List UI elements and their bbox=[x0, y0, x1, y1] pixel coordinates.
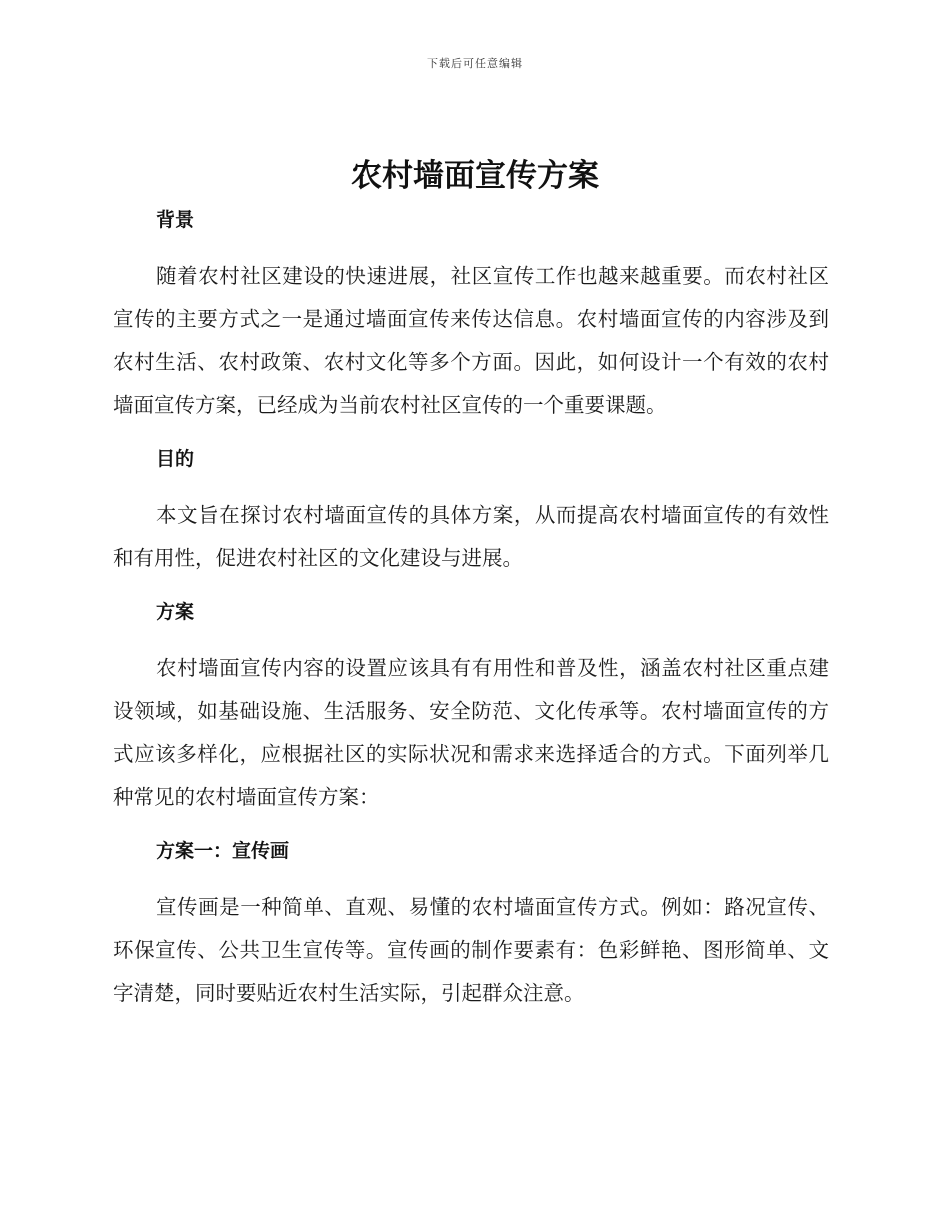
page-header-note: 下载后可任意编辑 bbox=[427, 57, 523, 70]
section-paragraph-purpose: 本文旨在探讨农村墙面宣传的具体方案，从而提高农村墙面宣传的有效性和有用性，促进农村社区的文化建设与进展。 bbox=[113, 503, 829, 570]
document-title: 农村墙面宣传方案 bbox=[351, 158, 599, 194]
section-heading-plan-one: 方案一：宣传画 bbox=[156, 840, 290, 862]
section-heading-background: 背景 bbox=[156, 209, 195, 231]
section-paragraph-plan: 农村墙面宣传内容的设置应该具有有用性和普及性，涵盖农村社区重点建设领域，如基础设施、生活服务、安全防范、文化传承等。农村墙面宣传的方式应该多样化，应根据社区的实际状况和需求来选择适合的方式。下面列举几种常见的农村墙面宣传方案： bbox=[113, 656, 829, 809]
document-body bbox=[113, 205, 829, 1015]
section-heading-plan: 方案 bbox=[156, 601, 195, 623]
section-paragraph-plan-one: 宣传画是一种简单、直观、易懂的农村墙面宣传方式。例如：路况宣传、环保宣传、公共卫生宣传等。宣传画的制作要素有：色彩鲜艳、图形简单、文字清楚，同时要贴近农村生活实际，引起群众注意。 bbox=[113, 895, 829, 1005]
section-heading-purpose: 目的 bbox=[156, 448, 195, 470]
section-paragraph-background: 随着农村社区建设的快速进展，社区宣传工作也越来越重要。而农村社区宣传的主要方式之一是通过墙面宣传来传达信息。农村墙面宣传的内容涉及到农村生活、农村政策、农村文化等多个方面。因此，如何设计一个有效的农村墙面宣传方案，已经成为当前农村社区宣传的一个重要课题。 bbox=[113, 264, 829, 417]
